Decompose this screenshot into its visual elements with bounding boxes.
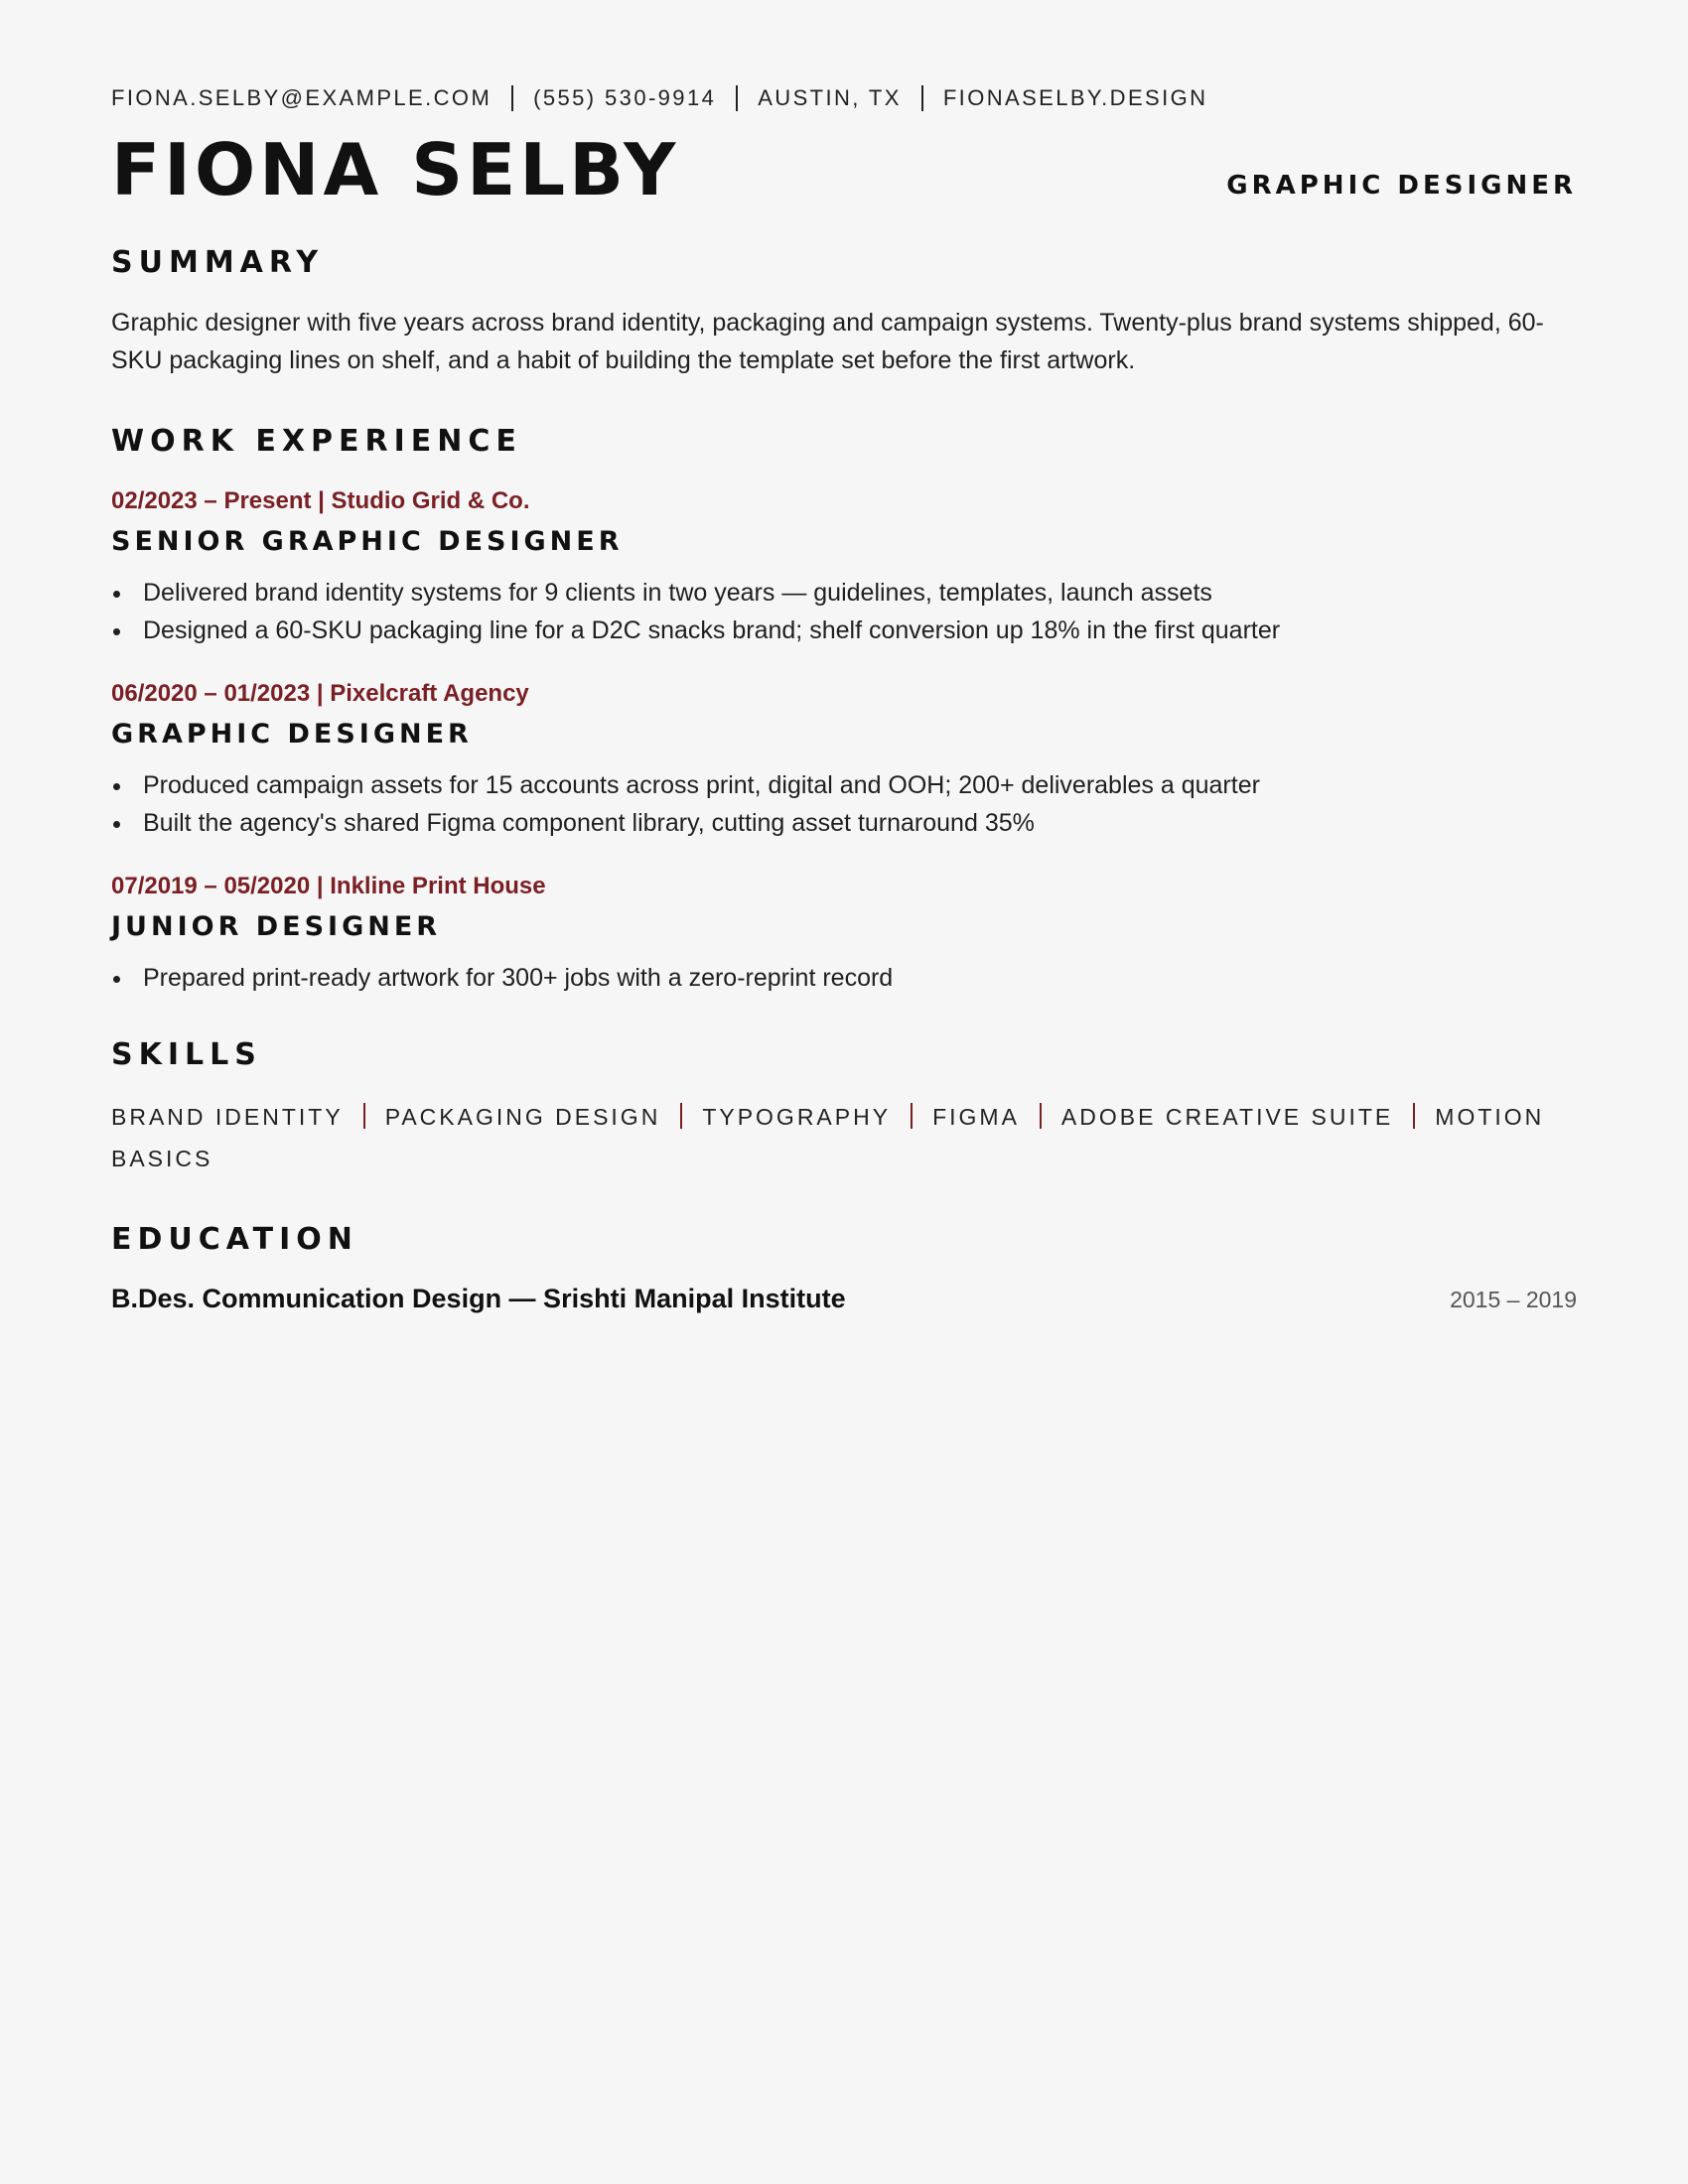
contact-location: AUSTIN, TX — [758, 85, 902, 110]
contact-separator — [511, 85, 513, 111]
skills-list — [111, 1096, 1577, 1179]
contact-phone[interactable]: (555) 530-9914 — [533, 85, 717, 110]
job-bullet: Prepared print-ready artwork for 300+ jobs with a zero-reprint record — [111, 959, 1577, 997]
skill-separator — [680, 1103, 682, 1129]
summary-text: Graphic designer with five years across brand identity, packaging and campaign systems. Twenty-plus brand systems shipped, 60-SKU packaging lines on shelf, and a habit of building the template set before the first artwork. — [111, 309, 1544, 374]
candidate-name: FIONA SELBY — [111, 128, 680, 211]
job-title: GRAPHIC DESIGNER — [111, 719, 473, 750]
job-bullet: Produced campaign assets for 15 accounts across print, digital and OOH; 200+ deliverables a quarter — [111, 766, 1577, 804]
skill-item: BRAND IDENTITY — [111, 1104, 344, 1130]
contact-website[interactable]: FIONASELBY.DESIGN — [942, 85, 1208, 110]
contact-separator — [921, 85, 923, 111]
job-dates-company: 06/2020 – 01/2023 | Pixelcraft Agency — [111, 680, 529, 707]
work-experience-heading: WORK EXPERIENCE — [111, 424, 522, 459]
contact-bar — [111, 85, 1207, 111]
education-degree: B.Des. Communication Design — Srishti Manipal Institute — [111, 1284, 846, 1313]
skill-item: TYPOGRAPHY — [702, 1104, 892, 1130]
education-heading: EDUCATION — [111, 1222, 358, 1257]
skill-item: ADOBE CREATIVE SUITE — [1060, 1104, 1394, 1130]
skill-item: PACKAGING DESIGN — [384, 1104, 661, 1130]
job-bullet: Designed a 60-SKU packaging line for a D2C snacks brand; shelf conversion up 18% in the first quarter — [111, 612, 1577, 649]
skill-separator — [1413, 1103, 1415, 1129]
skill-item: MOTION BASICS — [111, 1104, 1545, 1171]
contact-email[interactable]: FIONA.SELBY@EXAMPLE.COM — [111, 85, 492, 110]
skills-heading: SKILLS — [111, 1037, 262, 1072]
job-bullets — [111, 959, 1577, 997]
job-title: SENIOR GRAPHIC DESIGNER — [111, 526, 624, 557]
contact-separator — [736, 85, 738, 111]
job-bullet: Delivered brand identity systems for 9 clients in two years — guidelines, templates, launch assets — [111, 574, 1577, 612]
skill-separator — [911, 1103, 913, 1129]
job-bullets — [111, 766, 1577, 842]
education-years: 2015 – 2019 — [1450, 1287, 1577, 1312]
skill-separator — [363, 1103, 365, 1129]
job-dates-company: 07/2019 – 05/2020 | Inkline Print House — [111, 873, 546, 899]
job-dates-company: 02/2023 – Present | Studio Grid & Co. — [111, 487, 530, 514]
job-bullets — [111, 574, 1577, 649]
candidate-role: GRAPHIC DESIGNER — [1226, 171, 1577, 201]
skill-item: FIGMA — [932, 1104, 1020, 1130]
skill-separator — [1040, 1103, 1042, 1129]
education-entry — [111, 1284, 1577, 1314]
job-bullet: Built the agency's shared Figma component library, cutting asset turnaround 35% — [111, 804, 1577, 842]
summary-heading: SUMMARY — [111, 245, 325, 280]
job-title: JUNIOR DESIGNER — [111, 911, 442, 942]
